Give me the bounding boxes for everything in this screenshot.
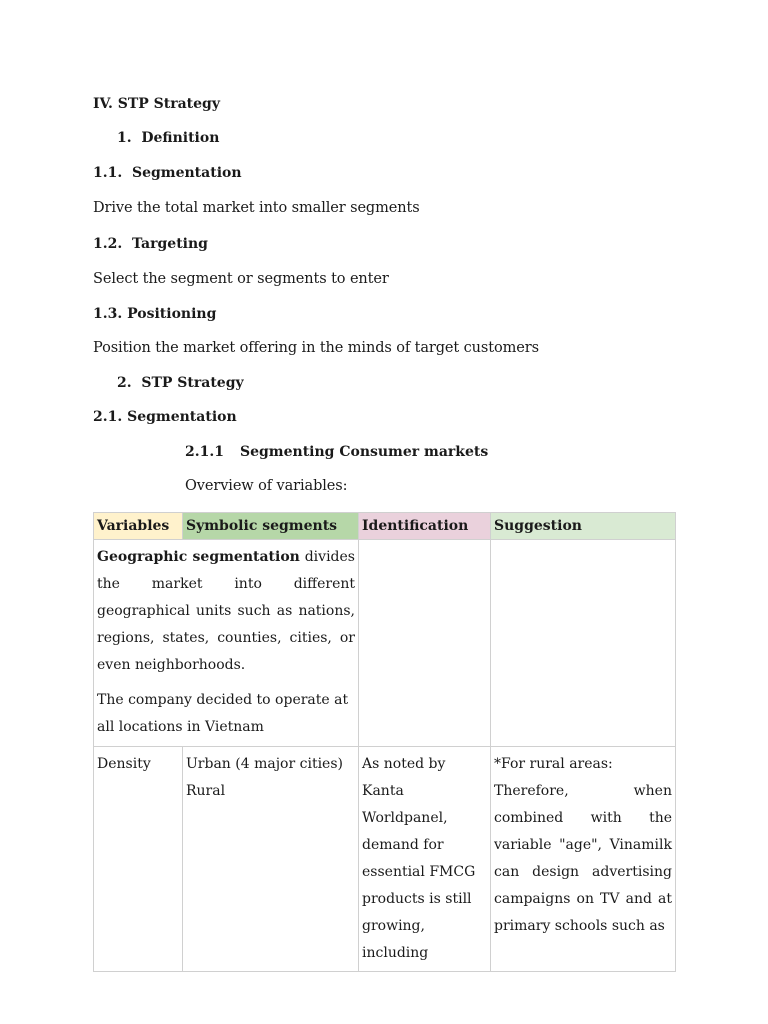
symbolic-urban: Urban (4 major cities) bbox=[186, 756, 343, 772]
header-variables: Variables bbox=[94, 513, 183, 540]
density-variable: Density bbox=[94, 747, 183, 972]
geographic-decision: The company decided to operate at all locations in Vietnam bbox=[97, 692, 349, 735]
table-header-row bbox=[94, 513, 676, 540]
geographic-lead: Geographic segmentation bbox=[97, 549, 300, 565]
heading-stp-strategy: 2. STP Strategy bbox=[117, 375, 244, 391]
density-suggestion-cell bbox=[491, 747, 676, 972]
table-row bbox=[94, 540, 676, 747]
table-row bbox=[94, 747, 676, 972]
density-symbolic-cell bbox=[183, 747, 359, 972]
heading-segmentation-2: 2.1. Segmentation bbox=[93, 409, 237, 425]
symbolic-rural: Rural bbox=[186, 783, 226, 799]
suggestion-rural-heading: *For rural areas: bbox=[494, 756, 613, 772]
heading-segmentation: 1.1. Segmentation bbox=[93, 165, 242, 181]
geographic-cell bbox=[94, 540, 359, 747]
geographic-rest: divides the market into different geographical units such as nations, regions, states, counties, cities, or even neighborhoods. bbox=[97, 549, 355, 673]
suggestion-text: Therefore, when combined with the variable "age", Vinamilk can design advertising campaigns on TV and at primary schools such as bbox=[494, 783, 672, 934]
subheading-title: Segmenting Consumer markets bbox=[240, 444, 489, 460]
heading-positioning: 1.3. Positioning bbox=[93, 306, 217, 322]
variables-table bbox=[93, 512, 676, 972]
density-identification: As noted by Kanta Worldpanel, demand for essential FMCG products is still growing, including bbox=[359, 747, 491, 972]
heading-targeting: 1.2. Targeting bbox=[93, 236, 208, 252]
subheading-number: 2.1.1 bbox=[185, 444, 224, 460]
geographic-identification-cell bbox=[359, 540, 491, 747]
geographic-definition bbox=[97, 544, 355, 679]
heading-definition: 1. Definition bbox=[117, 130, 220, 146]
paragraph-overview: Overview of variables: bbox=[185, 478, 348, 494]
header-identification: Identification bbox=[359, 513, 491, 540]
paragraph-targeting: Select the segment or segments to enter bbox=[93, 271, 389, 287]
paragraph-segmentation: Drive the total market into smaller segments bbox=[93, 200, 420, 216]
geographic-suggestion-cell bbox=[491, 540, 676, 747]
header-suggestion: Suggestion bbox=[491, 513, 676, 540]
paragraph-positioning: Position the market offering in the minds of target customers bbox=[93, 340, 539, 356]
header-symbolic-segments: Symbolic segments bbox=[183, 513, 359, 540]
section-title: IV. STP Strategy bbox=[93, 96, 220, 112]
